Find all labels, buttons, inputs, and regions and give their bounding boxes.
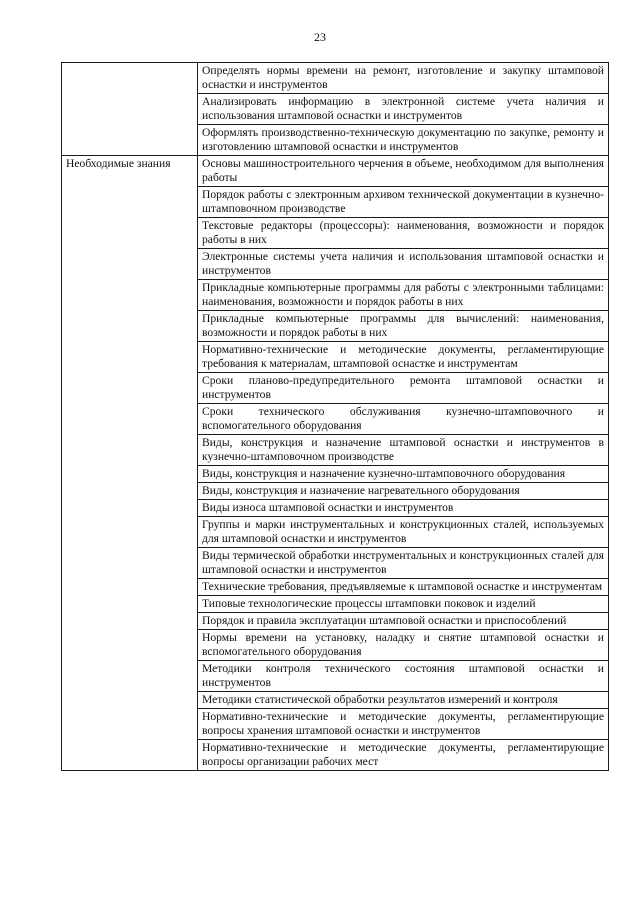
table-cell: Текстовые редакторы (процессоры): наименования, возможности и порядок работы в них (198, 218, 609, 249)
knowledge-table (61, 62, 609, 771)
table-cell: Виды износа штамповой оснастки и инструментов (198, 500, 609, 517)
table-cell: Порядок работы с электронным архивом технической документации в кузнечно-штамповочном производстве (198, 187, 609, 218)
table-cell: Основы машиностроительного черчения в объеме, необходимом для выполнения работы (198, 156, 609, 187)
table-cell: Анализировать информацию в электронной системе учета наличия и использования штамповой оснастки и инструментов (198, 94, 609, 125)
table-cell: Прикладные компьютерные программы для работы с электронными таблицами: наименования, возможности и порядок работы в них (198, 280, 609, 311)
table-cell: Нормативно-технические и методические документы, регламентирующие вопросы организации рабочих мест (198, 740, 609, 771)
table-cell: Группы и марки инструментальных и конструкционных сталей, используемых для штамповой оснастки и инструментов (198, 517, 609, 548)
skill-row (62, 63, 609, 94)
table-cell: Определять нормы времени на ремонт, изготовление и закупку штамповой оснастки и инструментов (198, 63, 609, 94)
table-cell: Виды, конструкция и назначение штамповой оснастки и инструментов в кузнечно-штамповочном производстве (198, 435, 609, 466)
page-number: 23 (314, 30, 326, 44)
knowledge-row (62, 156, 609, 187)
section-label: Необходимые знания (62, 156, 198, 771)
table-cell: Сроки технического обслуживания кузнечно-штамповочного и вспомогательного оборудования (198, 404, 609, 435)
table-cell: Оформлять производственно-техническую документацию по закупке, ремонту и изготовлению штамповой оснастки и инструментов (198, 125, 609, 156)
table-cell: Сроки планово-предупредительного ремонта штамповой оснастки и инструментов (198, 373, 609, 404)
table-cell: Нормативно-технические и методические документы, регламентирующие вопросы хранения штамповой оснастки и инструментов (198, 709, 609, 740)
table-body (62, 63, 609, 771)
table-cell: Виды термической обработки инструментальных и конструкционных сталей для штамповой оснастки и инструментов (198, 548, 609, 579)
table-cell: Нормы времени на установку, наладку и снятие штамповой оснастки и вспомогательного оборудования (198, 630, 609, 661)
table-cell: Методики контроля технического состояния штамповой оснастки и инструментов (198, 661, 609, 692)
table-cell: Прикладные компьютерные программы для вычислений: наименования, возможности и порядок работы в них (198, 311, 609, 342)
table-cell: Электронные системы учета наличия и использования штамповой оснастки и инструментов (198, 249, 609, 280)
table-cell: Методики статистической обработки результатов измерений и контроля (198, 692, 609, 709)
table-cell: Виды, конструкция и назначение нагревательного оборудования (198, 483, 609, 500)
table-cell: Порядок и правила эксплуатации штамповой оснастки и приспособлений (198, 613, 609, 630)
table-cell: Нормативно-технические и методические документы, регламентирующие требования к материалам, штамповой оснастке и инструментам (198, 342, 609, 373)
skills-label-cell (62, 63, 198, 156)
table-cell: Технические требования, предъявляемые к штамповой оснастке и инструментам (198, 579, 609, 596)
table-cell: Виды, конструкция и назначение кузнечно-штамповочного оборудования (198, 466, 609, 483)
table-cell: Типовые технологические процессы штамповки поковок и изделий (198, 596, 609, 613)
